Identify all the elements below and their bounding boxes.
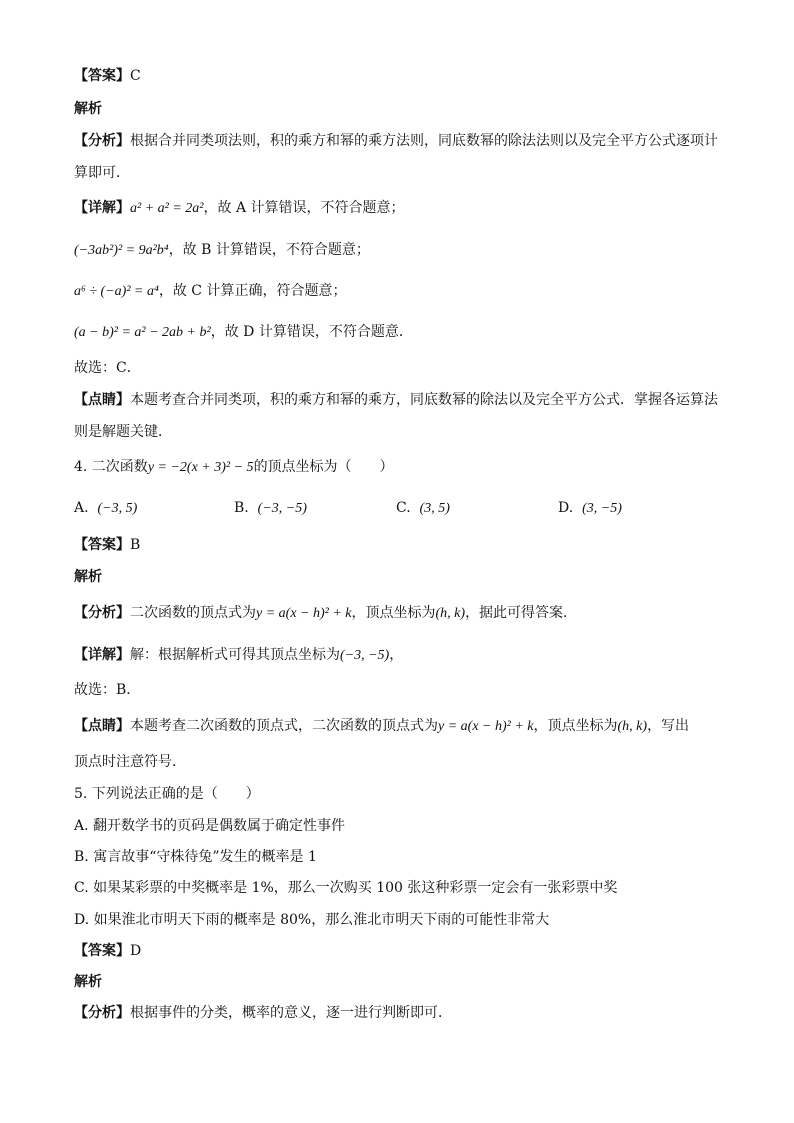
q5-option-c: C. 如果某彩票的中奖概率是 1%，那么一次购买 100 张这种彩票一定会有一张彩票中奖 bbox=[74, 880, 618, 896]
q4-fenxi: 【分析】二次函数的顶点式为y = a(x − h)² + k，顶点坐标为(h, k)，据此可得答案． bbox=[74, 605, 578, 621]
q4-answer: 【答案】B bbox=[74, 537, 141, 553]
q4-option-b: B. (−3, −5) bbox=[234, 500, 307, 516]
q3-analysis-heading: 解析 bbox=[74, 101, 102, 117]
q4-option-d: D. (3, −5) bbox=[558, 500, 622, 516]
q5-analysis-heading: 解析 bbox=[74, 974, 102, 990]
q3-dianjing-cont: 则是解题关键． bbox=[74, 424, 172, 440]
q3-detail-c: a⁶ ÷ (−a)² = a⁴，故 C 计算正确，符合题意； bbox=[74, 283, 347, 299]
q5-option-a: A. 翻开数学书的页码是偶数属于确定性事件 bbox=[74, 818, 346, 834]
q3-fenxi-cont: 算即可． bbox=[74, 165, 130, 181]
q3-answer: 【答案】C bbox=[74, 68, 141, 84]
q4-dianjing: 【点睛】本题考查二次函数的顶点式，二次函数的顶点式为y = a(x − h)² + k，顶点坐标为(h, k)，写出 bbox=[74, 718, 690, 734]
q4-dianjing-cont: 顶点时注意符号． bbox=[74, 754, 186, 770]
q3-dianjing: 【点睛】本题考查合并同类项，积的乘方和幂的乘方，同底数幂的除法以及完全平方公式．掌握各运算法 bbox=[74, 392, 718, 408]
q4-analysis-heading: 解析 bbox=[74, 569, 102, 585]
q5-stem: 5. 下列说法正确的是（ ） bbox=[74, 786, 260, 802]
q4-detail: 【详解】解：根据解析式可得其顶点坐标为(−3, −5)， bbox=[74, 647, 404, 663]
q3-detail-a: 【详解】a² + a² = 2a²，故 A 计算错误，不符合题意； bbox=[74, 200, 405, 216]
q4-option-c: C. (3, 5) bbox=[396, 500, 450, 516]
q4-option-a: A. (−3, 5) bbox=[74, 500, 138, 516]
q5-option-b: B. 寓言故事“守株待兔”发生的概率是 1 bbox=[74, 849, 317, 865]
q3-fenxi: 【分析】根据合并同类项法则，积的乘方和幂的乘方法则，同底数幂的除法法则以及完全平方公式逐项计 bbox=[74, 133, 718, 149]
q5-answer: 【答案】D bbox=[74, 943, 142, 959]
q5-option-d: D. 如果淮北市明天下雨的概率是 80%，那么淮北市明天下雨的可能性非常大 bbox=[74, 912, 550, 928]
q3-detail-b: (−3ab²)² = 9a²b⁴，故 B 计算错误，不符合题意； bbox=[74, 242, 370, 258]
q4-stem: 4. 二次函数y = −2(x + 3)² − 5的顶点坐标为（ ） bbox=[74, 459, 394, 475]
q3-detail-d: (a − b)² = a² − 2ab + b²，故 D 计算错误，不符合题意． bbox=[74, 324, 413, 340]
q5-fenxi: 【分析】根据事件的分类，概率的意义，逐一进行判断即可． bbox=[74, 1005, 452, 1021]
q4-choose: 故选：B． bbox=[74, 682, 141, 698]
q3-choose: 故选：C． bbox=[74, 360, 141, 376]
